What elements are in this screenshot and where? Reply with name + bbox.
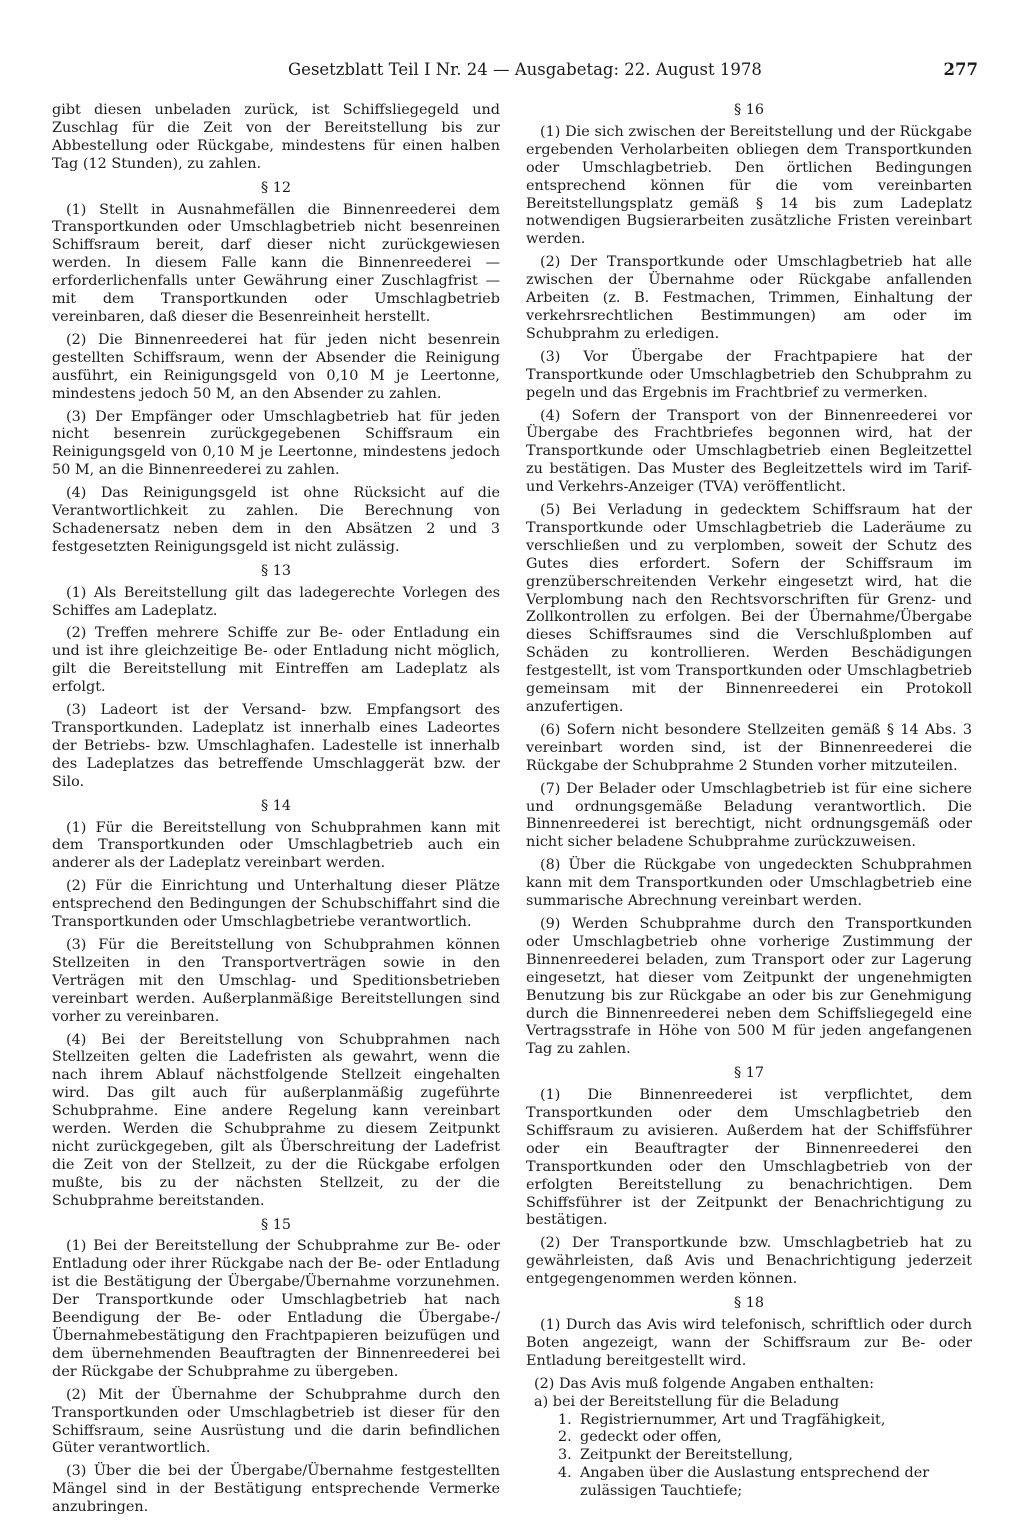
section-14-para-1: (1) Für die Bereitstellung von Schubprahmen kann mit dem Transportkunden oder Umschlagbetrieb auch ein anderer als der Ladeplatz vereinbart werden. [52,819,500,872]
section-16-heading: § 16 [733,102,765,118]
page-header [70,60,978,86]
section-14-para-3: (3) Für die Bereitstellung von Schubprahmen können Stellzeiten in den Transportverträgen sowie in den Verträgen mit den Umschlag- und Speditionsbetrieben vereinbart werden. Außerplanmäßige Bereitstellungen sind vorher zu vereinbaren. [52,936,500,1025]
section-15-heading: § 15 [260,1216,292,1233]
list-item [526,1465,972,1501]
section-16-para-8: (8) Über die Rückgabe von ungedeckten Schubprahmen kann mit dem Transportkunden oder Umschlagbetrieb eine summarische Abrechnung vereinbart werden. [526,857,972,910]
gazette-title: Gesetzblatt Teil I Nr. 24 — Ausgabetag: 22. August 1978 [288,60,762,79]
section-13-heading: § 13 [260,562,292,579]
section-16-para-6: (6) Sofern nicht besondere Stellzeiten gemäß § 14 Abs. 3 vereinbart worden sind, ist der Binnenreederei die Rückgabe der Schubprahme 2 Stunden vorher mitzuteilen. [526,721,972,774]
section-16-para-1: (1) Die sich zwischen der Bereitstellung und der Rückgabe ergebenden Verholarbeiten obliegen dem Transportkunden oder Umschlagbetrieb. Den örtlichen Bedingungen entsprechend können für die vom vereinbarten Bereitstellungsplatz gemäß § 14 bis zum Ladeplatz notwendigen Bugsierarbeiten zusätzliche Fristen vereinbart werden. [526,123,972,248]
section-16-para-2: (2) Der Transportkunde oder Umschlagbetrieb hat alle zwischen der Übernahme oder Rückgabe anfallenden Arbeiten (z. B. Festmachen, Trimmen, Einhaltung der verkehrsrechtlichen Bestimmungen) am oder im Schubprahm zu erledigen. [526,254,972,342]
section-12-heading: § 12 [260,179,292,196]
list-item-text: Zeitpunkt der Bereitstellung, [580,1447,793,1464]
section-13-para-2: (2) Treffen mehrere Schiffe zur Be- oder Entladung ein und ist ihre gleichzeitige Be- oder Entladung nicht möglich, gilt die Bereitstellung mit Eintreffen am Ladeplatz als erfolgt. [52,625,500,696]
list-item-text: Angaben über die Auslastung entsprechend der zulässigen Tauchtiefe; [580,1465,930,1500]
list-item-number: 4. [558,1465,572,1482]
section-14-para-4: (4) Bei der Bereitstellung von Schubprahmen nach Stellzeiten gelten die Ladefristen als gewahrt, wenn die nach ihrem Ablauf nächstfolgende Stellzeit eingehalten wird. Das gilt auch für außerplanmäßig zugeführte Schubprahme. Eine andere Regelung kann vereinbart werden. Werden die Schubprahme zu diesem Zeitpunkt nicht zurückgegeben, gilt als Überschreitung der Ladefrist die Zeit von der Stellzeit, zu der die Rückgabe erfolgen mußte, bis zu der nächsten Stellzeit, zu der die Schubprahme bereitstanden. [52,1031,500,1209]
sub-item-a: a) bei der Bereitstellung für die Beladung [534,1393,840,1410]
section-14-para-2: (2) Für die Einrichtung und Unterhaltung dieser Plätze entsprechend den Bedingungen der Schubschiffahrt sind die Transportkunden oder Umschlagbetriebe verantwortlich. [52,878,500,931]
section-18-heading: § 18 [733,1295,765,1312]
section-12-para-1: (1) Stellt in Ausnahmefällen die Binnenreederei dem Transportkunden oder Umschlagbetrieb nicht besenreinen Schiffsraum bereit, darf dieser nicht zurückgewiesen werden. In diesem Falle kann die Binnenreederei — erforderlichenfalls unter Gewährung einer Zuschlagfrist — mit dem Transportkunden oder Umschlagbetrieb vereinbaren, daß dieser die Besenreinheit herstellt. [52,201,500,325]
section-17-heading: § 17 [733,1065,765,1082]
section-16-para-7: (7) Der Belader oder Umschlagbetrieb ist für eine sichere und ordnungsgemäße Beladung verantwortlich. Die Binnenreederei ist berechtigt, nicht ordnungsgemäß oder nicht sicher beladene Schubprahme zurückzuweisen. [526,780,972,851]
section-16-para-9: (9) Werden Schubprahme durch den Transportkunden oder Umschlagbetrieb ohne vorherige Zustimmung der Binnenreederei beladen, zum Transport oder zur Lagerung eingesetzt, hat dieser vom Zeitpunkt der ungenehmigten Benutzung bis zur Rückgabe an oder bis zur Genehmigung durch die Binnenreederei neben dem Schiffsliegegeld eine Vertragsstrafe in Höhe von 500 M für jeden angefangenen Tag zu zahlen. [526,915,972,1058]
section-15-para-1: (1) Bei der Bereitstellung der Schubprahme zur Be- oder Entladung oder ihrer Rückgabe nach der Be- oder Entladung ist die Bestätigung der Übergabe/Übernahme vorzunehmen. Der Transportkunde oder Umschlagbetrieb hat nach Beendigung der Be- oder Entladung die Übergabe-/Übernahmebestätigung den Frachtpapieren beizufügen und dem übernehmenden Beauftragten der Binnenreederei bei der Rückgabe der Schubprahme zu übergeben. [52,1238,500,1380]
section-14-heading: § 14 [260,797,292,814]
section-17-para-1: (1) Die Binnenreederei ist verpflichtet, dem Transportkunden oder dem Umschlagbetrieb den Schiffsraum zu avisieren. Außerdem hat der Schiffsführer oder ein Beauftragter der Binnenreederei den Transportkunden oder den Umschlagbetrieb von der erfolgten Bereitstellung zu benachrichtigen. Dem Schiffsführer ist der Zeitpunkt der Benachrichtigung zu bestätigen. [526,1087,972,1229]
section-15-para-3: (3) Über die bei der Übergabe/Übernahme festgestellten Mängel sind in der Bestätigung entsprechende Vermerke anzubringen. [52,1463,500,1516]
section-13-para-3: (3) Ladeort ist der Versand- bzw. Empfangsort des Transportkunden. Ladeplatz ist innerhalb eines Ladeortes der Betriebs- bzw. Umschlaghafen. Ladestelle ist innerhalb des Ladeplatzes das betreffende Umschlaggerät bzw. der Silo. [52,702,500,790]
page-number: 277 [943,60,978,79]
section-17-para-2: (2) Der Transportkunde bzw. Umschlagbetrieb hat zu gewährleisten, daß Avis und Benachrichtigung jederzeit entgegengenommen werden können. [526,1235,972,1288]
list-item-number: 2. [558,1429,572,1446]
section-12-para-4: (4) Das Reinigungsgeld ist ohne Rücksicht auf die Verantwortlichkeit zu zahlen. Die Berechnung von Schadenersatz neben dem in den Absätzen 2 und 3 festgesetzten Reinigungsgeld ist nicht zulässig. [52,485,500,555]
left-column [52,102,500,1522]
list-item [526,1447,972,1465]
section-12-para-2: (2) Die Binnenreederei hat für jeden nicht besenrein gestellten Schiffsraum, wenn der Absender die Reinigung ausführt, ein Reinigungsgeld von 0,10 M je Leertonne, mindestens jedoch 50 M, an den Absender zu zahlen. [52,331,500,402]
list-item-number: 3. [558,1447,572,1464]
section-13-para-1: (1) Als Bereitstellung gilt das ladegerechte Vorlegen des Schiffes am Ladeplatz. [52,584,500,619]
section-18-para-1: (1) Durch das Avis wird telefonisch, schriftlich oder durch Boten angezeigt, wann der Schiffsraum zur Be- oder Entladung bereitgestellt wird. [526,1317,972,1369]
list-item-text: gedeckt oder offen, [580,1429,722,1446]
continued-paragraph: gibt diesen unbeladen zurück, ist Schiffsliegegeld und Zuschlag für die Zeit von der Bereitstellung bis zur Abbestellung oder Rückgabe, mindestens für einen halben Tag (12 Stunden), zu zahlen. [52,102,500,172]
section-18-para-2: (2) Das Avis muß folgende Angaben enthalten: [534,1375,874,1392]
list-item [526,1412,972,1430]
right-column [526,102,972,1501]
section-16-para-3: (3) Vor Übergabe der Frachtpapiere hat der Transportkunde oder Umschlagbetrieb den Schubprahm zu pegeln und das Ergebnis im Frachtbrief zu vermerken. [526,348,972,401]
section-15-para-2: (2) Mit der Übernahme der Schubprahme durch den Transportkunden oder Umschlagbetrieb ist dieser für den Schiffsraum, seine Ausrüstung und die darin befindlichen Güter verantwortlich. [52,1386,500,1457]
section-16-para-4: (4) Sofern der Transport von der Binnenreederei vor Übergabe des Frachtbriefes begonnen wird, hat der Transportkunde oder Umschlagbetrieb einen Begleitzettel zu bestätigen. Das Muster des Begleitzettels wird im Tarif- und Verkehrs-Anzeiger (TVA) veröffentlicht. [526,407,972,496]
section-16-para-5: (5) Bei Verladung in gedecktem Schiffsraum hat der Transportkunde oder Umschlagbetrieb die Laderäume zu verschließen und zu verplomben, soweit der Schutz des Gutes dies erfordert. Sofern der Schiffsraum im grenzüberschreitenden Verkehr eingesetzt wird, hat die Verplombung nach den Rechtsvorschriften für Grenz- und Zollkontrollen zu erfolgen. Bei der Übernahme/Übergabe dieses Schiffsraumes sind die Verschlußplomben auf Schäden zu kontrollieren. Werden Beschädigungen festgestellt, ist vom Transportkunden oder Umschlagbetrieb gemeinsam mit der Binnenreederei ein Protokoll anzufertigen. [526,502,972,715]
list-item [526,1429,972,1447]
avis-requirements-list [526,1376,972,1501]
section-12-para-3: (3) Der Empfänger oder Umschlagbetrieb hat für jeden nicht besenrein zurückgegebenen Schiffsraum ein Reinigungsgeld von 0,10 M je Leertonne, mindestens jedoch 50 M, an die Binnenreederei zu zahlen. [52,408,500,479]
list-item-text: Registriernummer, Art und Tragfähigkeit, [580,1411,886,1428]
list-item-number: 1. [558,1411,572,1428]
